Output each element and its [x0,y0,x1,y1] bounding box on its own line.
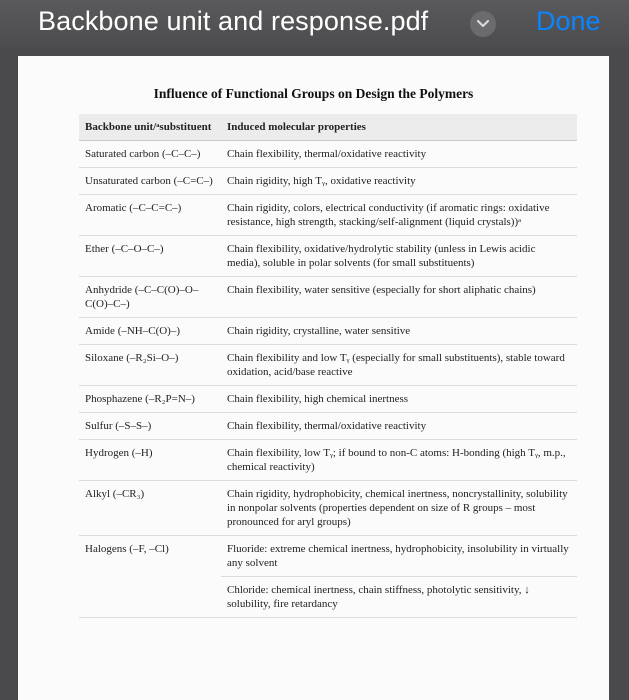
unit-cell: Halogens (–F, –Cl) [85,543,169,555]
chevron-down-icon [476,19,490,29]
unit-cell: Unsaturated carbon (–C=C–) [79,168,221,195]
table-row [79,440,577,481]
done-button[interactable]: Done [536,6,601,36]
properties-cell: Chloride: chemical inertness, chain stiffness, photolytic sensitivity, ↓ solubility, fire retardancy [221,577,577,618]
table-row [79,277,577,318]
properties-cell: Chain rigidity, crystalline, water sensitive [221,318,577,345]
properties-cell: Chain flexibility, oxidative/hydrolytic stability (unless in Lewis acidic media), soluble in polar solvents (for small substituents) [221,236,577,277]
properties-cell: Chain rigidity, colors, electrical conductivity (if aromatic rings: oxidative resistance, high strength, stacking/self-alignment (liquid crystals))ᵃ [221,195,577,236]
column-header-properties: Induced molecular properties [221,114,577,141]
properties-cell: Chain flexibility, low Tᵧ; if bound to non-C atoms: H-bonding (high Tᵧ, m.p., chemical reactivity) [221,440,577,481]
properties-cell: Fluoride: extreme chemical inertness, hydrophobicity, insolubility in virtually any solvent [221,536,577,577]
table-row [79,386,577,413]
unit-cell: Hydrogen (–H) [79,440,221,481]
table-row [79,481,577,536]
unit-cell: Ether (–C–O–C–) [79,236,221,277]
unit-cell [79,577,221,618]
unit-cell: Phosphazene (–R₂P=N–) [79,386,221,413]
viewer-top-bar [0,0,629,48]
properties-cell: Chain flexibility, high chemical inertness [221,386,577,413]
table-row [79,236,577,277]
properties-cell: Chain rigidity, hydrophobicity, chemical inertness, noncrystallinity, solubility in nonpolar solvents (properties dependent on size of R groups – most pronounced for aryl groups) [221,481,577,536]
document-title: Backbone unit and response.pdf [38,6,429,36]
table-row [79,195,577,236]
properties-cell: Chain flexibility, water sensitive (especially for short aliphatic chains) [221,277,577,318]
table-row [79,413,577,440]
unit-cell: Saturated carbon (–C–C–) [79,141,221,168]
table-row [79,345,577,386]
properties-cell: Chain rigidity, high Tᵧ, oxidative reactivity [221,168,577,195]
unit-cell: Aromatic (–C–C=C–) [79,195,221,236]
table-row [79,577,577,618]
properties-table [79,114,577,618]
unit-cell: Sulfur (–S–S–) [79,413,221,440]
table-row [79,318,577,345]
unit-cell: Anhydride (–C–C(O)–O–C(O)–C–) [79,277,221,318]
pdf-page [18,56,609,700]
column-header-unit: Backbone unit/ᵃsubstituent [79,114,221,141]
properties-cell: Chain flexibility, thermal/oxidative reactivity [221,141,577,168]
table-row [79,536,577,577]
table-title: Influence of Functional Groups on Design the Polymers [153,86,474,101]
properties-cell: Chain flexibility and low Tᵧ (especially for small substituents), stable toward oxidation, acid/base reactive [221,345,577,386]
unit-cell: Siloxane (–R₂Si–O–) [79,345,221,386]
table-row [79,168,577,195]
table-header-row [79,114,577,141]
unit-cell: Amide (–NH–C(O)–) [79,318,221,345]
table-row [79,141,577,168]
title-menu-button[interactable] [470,11,496,37]
properties-cell: Chain flexibility, thermal/oxidative reactivity [221,413,577,440]
unit-cell: Alkyl (–CR₃) [79,481,221,536]
